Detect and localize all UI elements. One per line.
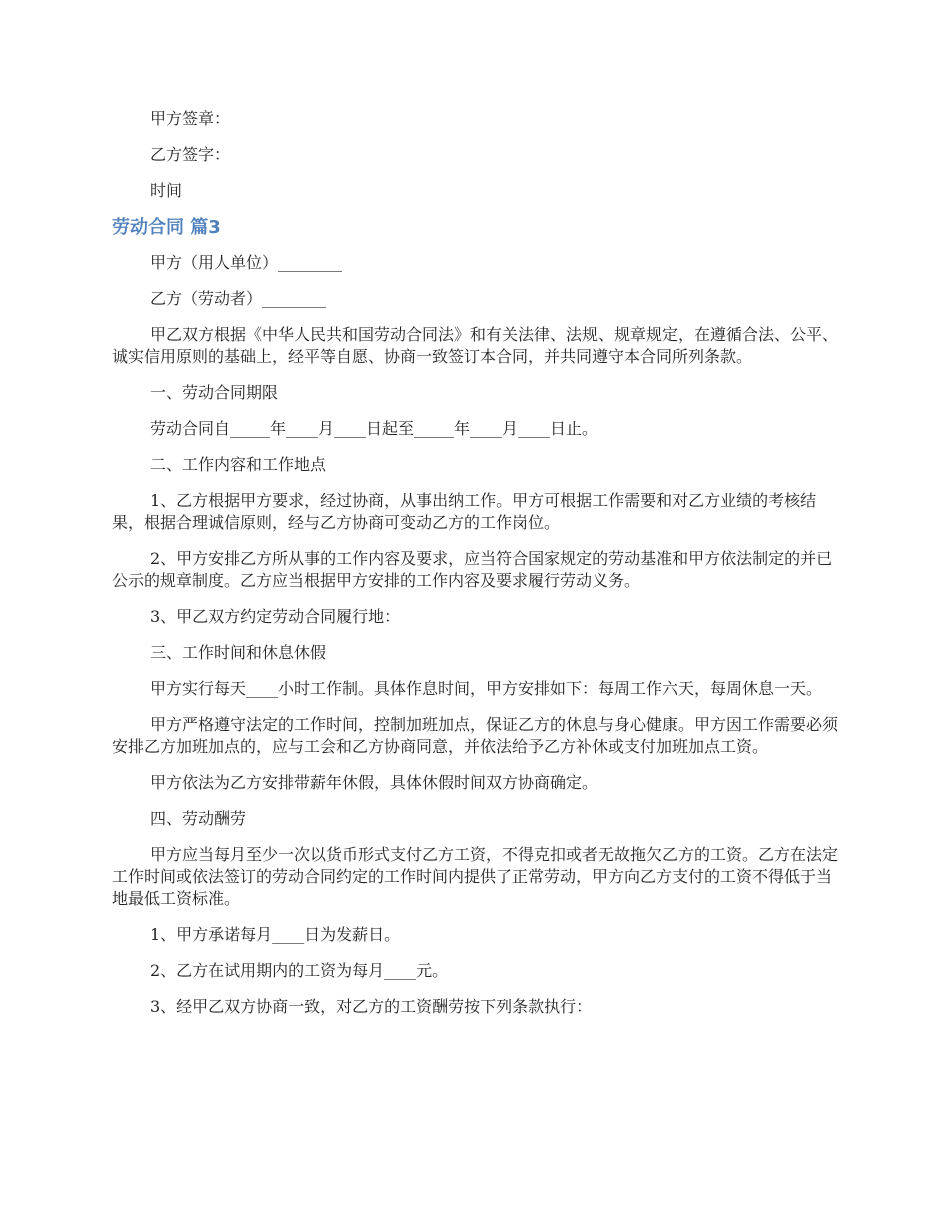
preamble-paragraph: 甲乙双方根据《中华人民共和国劳动合同法》和有关法律、法规、规章规定，在遵循合法、公平、诚实信用原则的基础上，经平等自愿、协商一致签订本合同，并共同遵守本合同所列条款。 [112,325,839,366]
date-line: 时间 [150,181,183,200]
hours-paragraph-3: 甲方依法为乙方安排带薪年休假，具体休假时间双方协商确定。 [150,773,599,792]
clause-heading-term: 一、劳动合同期限 [150,383,279,402]
clause-heading-pay: 四、劳动酬劳 [150,809,247,828]
pay-item-1: 1、甲方承诺每月____日为发薪日。 [150,925,401,944]
work-item-1: 1、乙方根据甲方要求，经过协商，从事出纳工作。甲方可根据工作需要和对乙方业绩的考核结果，根据合理诚信原则，经与乙方协商可变动乙方的工作岗位。 [112,491,817,532]
document-body [112,108,840,1032]
hours-paragraph-2: 甲方严格遵守法定的工作时间，控制加班加点，保证乙方的休息与身心健康。甲方因工作需要必须安排乙方加班加点的，应与工会和乙方协商同意，并依法给予乙方补休或支付加班加点工资。 [112,715,839,756]
party-a-seal-line: 甲方签章： [150,109,231,128]
party-b-worker-line: 乙方（劳动者）________ [150,289,327,308]
section-heading: 劳动合同 篇3 [112,217,221,238]
party-b-signature-line: 乙方签字： [150,145,231,164]
contract-term-paragraph: 劳动合同自_____年____月____日起至_____年____月____日止。 [150,419,599,438]
pay-item-2: 2、乙方在试用期内的工资为每月____元。 [150,961,449,980]
clause-heading-work: 二、工作内容和工作地点 [150,455,327,474]
party-a-employer-line: 甲方（用人单位）________ [150,253,343,272]
clause-heading-hours: 三、工作时间和休息休假 [150,643,327,662]
work-item-3: 3、甲乙双方约定劳动合同履行地： [150,607,401,626]
pay-item-3: 3、经甲乙双方协商一致，对乙方的工资酬劳按下列条款执行： [150,997,593,1016]
pay-paragraph: 甲方应当每月至少一次以货币形式支付乙方工资，不得克扣或者无故拖欠乙方的工资。乙方在法定工作时间或依法签订的劳动合同约定的工作时间内提供了正常劳动，甲方向乙方支付的工资不得低于当地最低工资标准。 [112,845,839,908]
work-item-2: 2、甲方安排乙方所从事的工作内容及要求，应当符合国家规定的劳动基准和甲方依法制定的并已公示的规章制度。乙方应当根据甲方安排的工作内容及要求履行劳动义务。 [112,549,833,590]
hours-paragraph-1: 甲方实行每天____小时工作制。具体作息时间，甲方安排如下：每周工作六天，每周休息一天。 [150,679,823,698]
